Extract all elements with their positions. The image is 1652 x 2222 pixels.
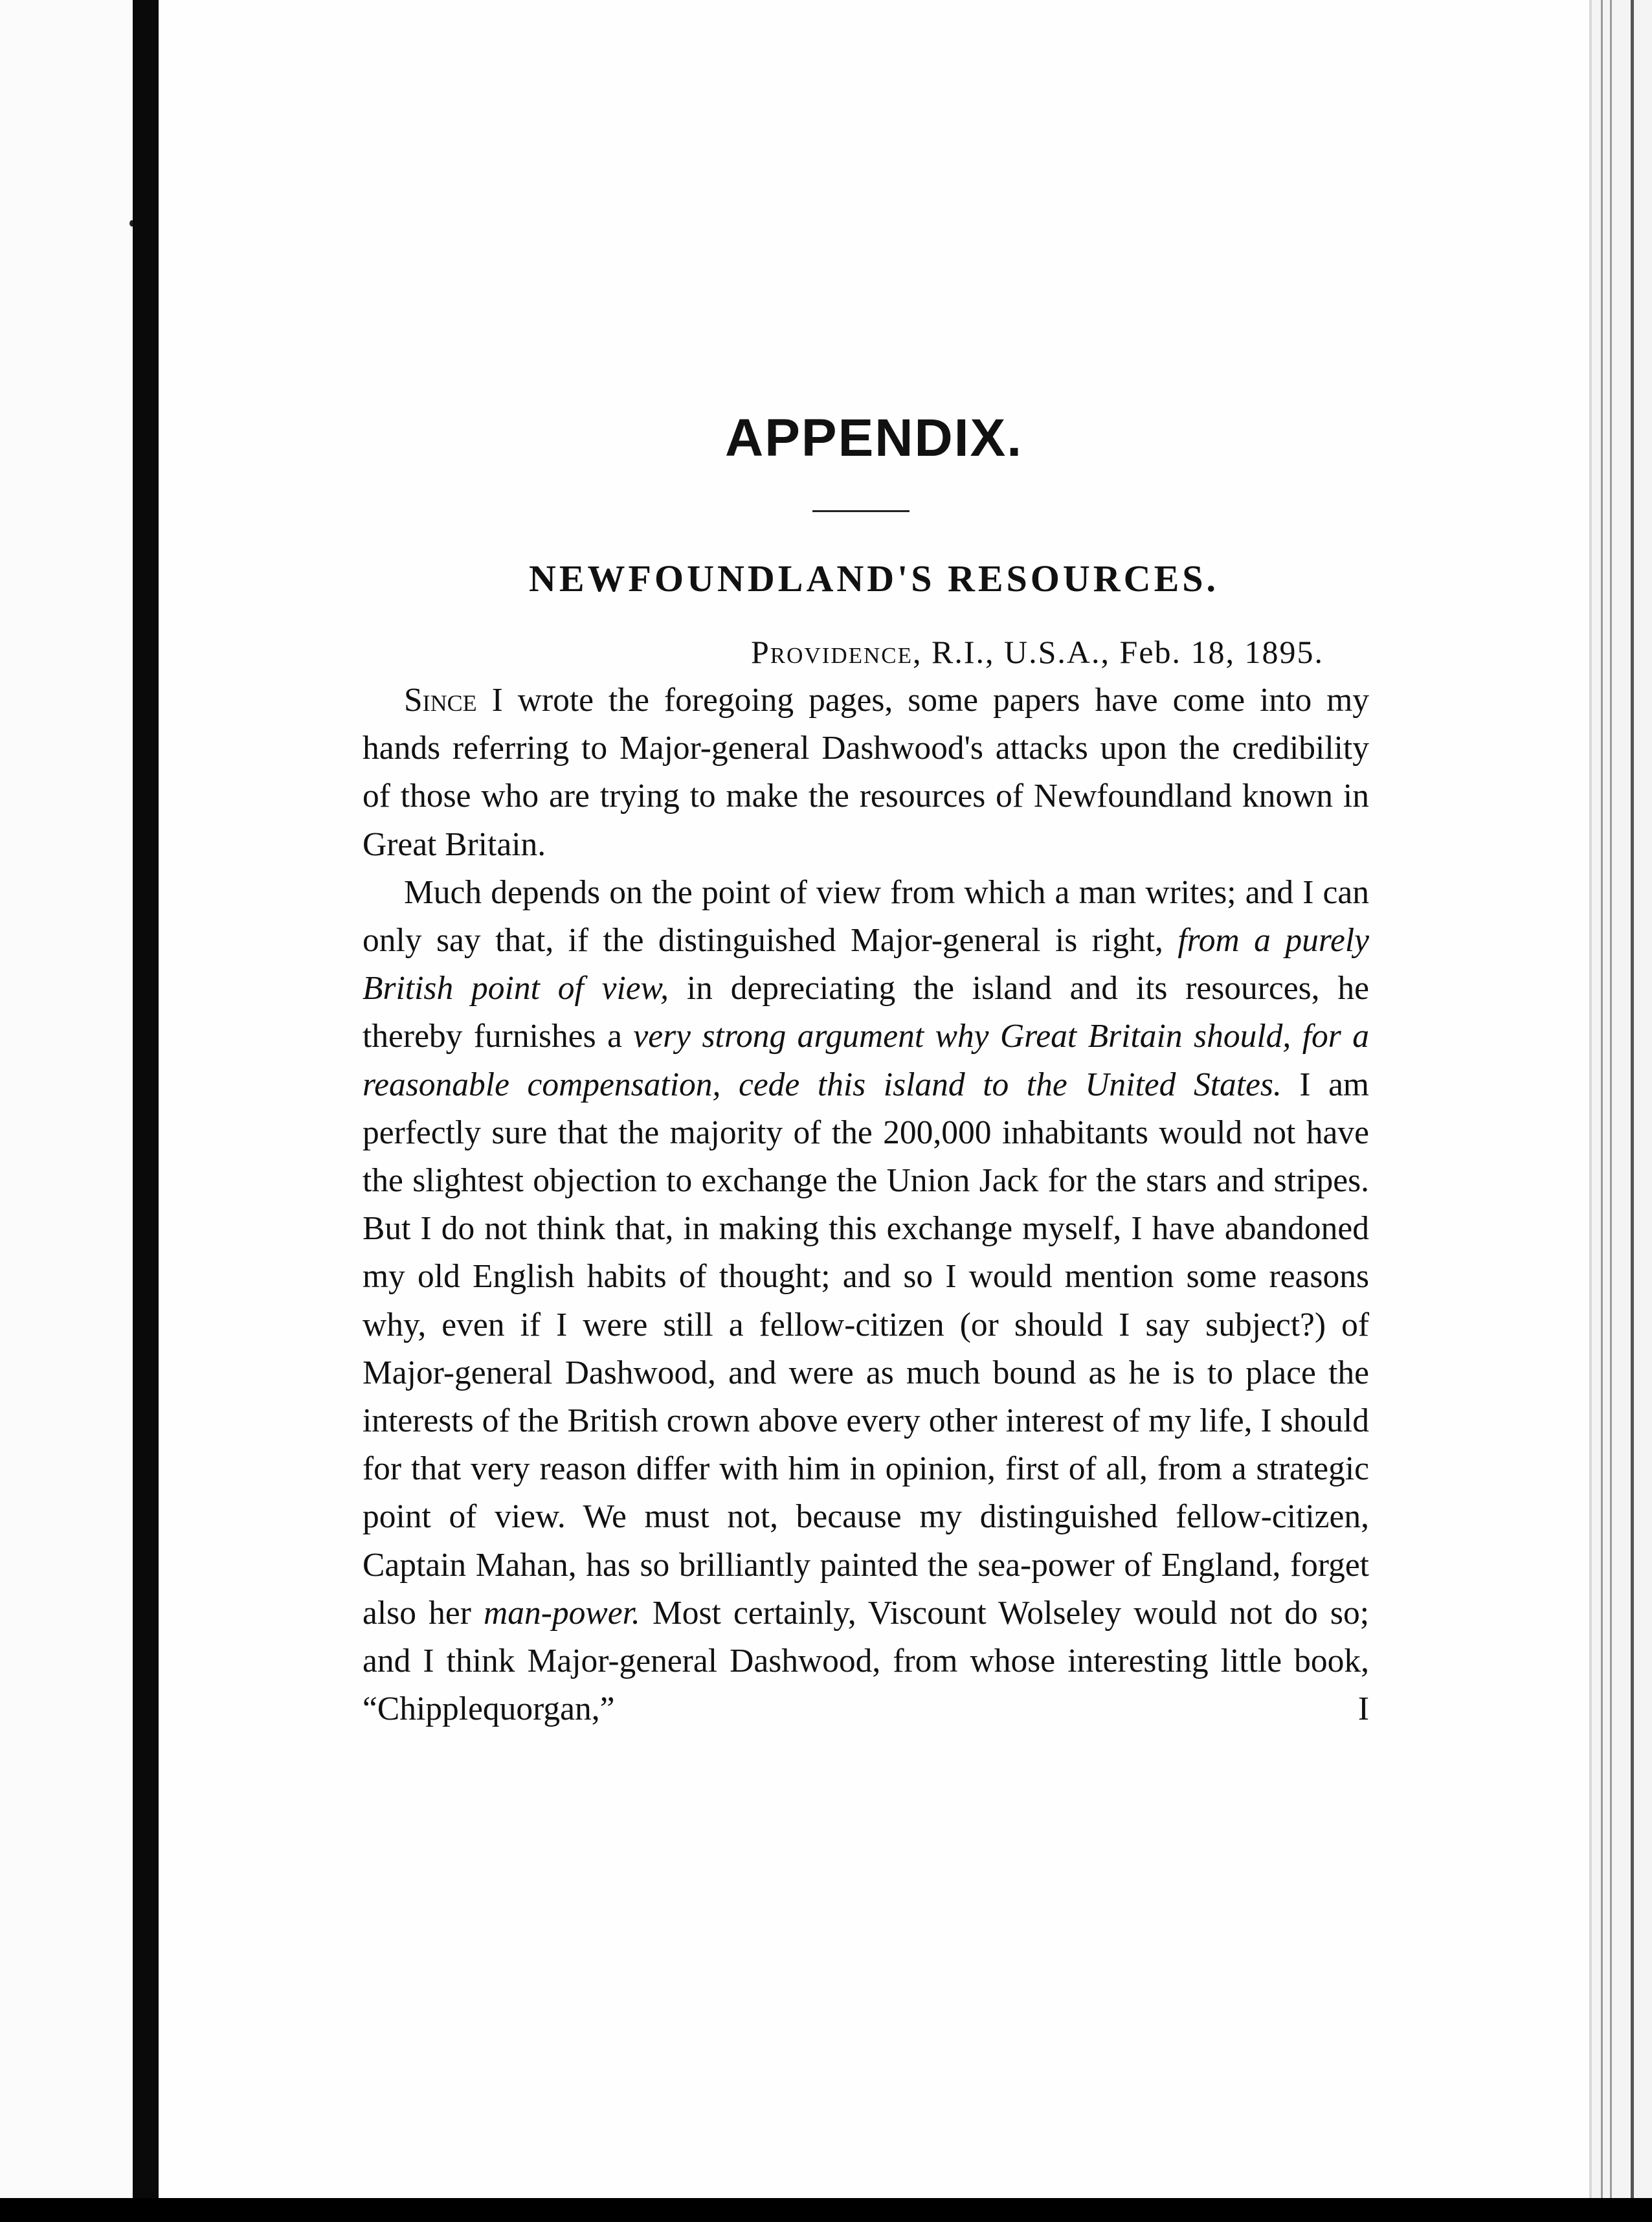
page-edge-right [1589, 0, 1652, 2198]
dateline-place: Providence, [751, 634, 922, 670]
dateline [751, 633, 1324, 671]
paragraph-text: I wrote the foregoing pages, some papers have come into my hands referring to Major-general Dashwood's attacks upon the credibility of those who are trying to make the resources of Newfoundland known in Great Britain. [363, 682, 1369, 863]
italic-phrase: man-power. [484, 1594, 640, 1632]
paragraph-2 [363, 869, 1369, 1734]
body-text [363, 677, 1369, 1733]
paragraph-text: I am perfectly sure that the majority of the 200,000 inhabitants would not have the slightest objection to exchange the Union Jack for the stars and stripes. But I do not think that, in making this exchange myself, I have abandoned my old English habits of thought; and so I would mention some reasons why, even if I were still a fellow-citizen (or should I say subject?) of Major-general Dashwood, and were as much bound as he is to place the interests of the British crown above every other interest of my life, I should for that very reason differ with him in opinion, first of all, from a strategic point of view. We must not, because my distinguished fellow-citizen, Captain Mahan, has so brilliantly painted the sea-power of England, forget also her [363, 1066, 1369, 1632]
dateline-rest: R.I., U.S.A., Feb. 18, 1895. [932, 634, 1324, 670]
paragraph-text: Much depends on the point of view from which a man writes; and I can only say that, if the distinguished Major-general is right, [363, 873, 1369, 960]
scan-border [0, 2198, 1652, 2222]
italic-phrase: from a purely British point of view, [363, 922, 1369, 1007]
gutter [133, 0, 159, 2198]
italic-phrase: very strong argument why Great Britain should, for a reasonable compensation, cede this island to the United States. [363, 1018, 1369, 1103]
paragraph-1 [363, 677, 1369, 869]
paragraph-lead: Since [404, 682, 477, 719]
paragraph-text: in depreciating the island and its resources, he thereby furnishes a [363, 970, 1369, 1055]
title-rule [812, 510, 910, 512]
paragraph-text: Most certainly, Viscount Wolseley would not do so; and I think Major-general Dashwood, from whose interesting little book, “Chipplequorgan,” I [363, 1594, 1370, 1728]
section-title: NEWFOUNDLAND'S RESOURCES. [528, 557, 1220, 600]
page-title: APPENDIX. [725, 409, 1023, 467]
facing-page-edge [0, 0, 133, 2198]
